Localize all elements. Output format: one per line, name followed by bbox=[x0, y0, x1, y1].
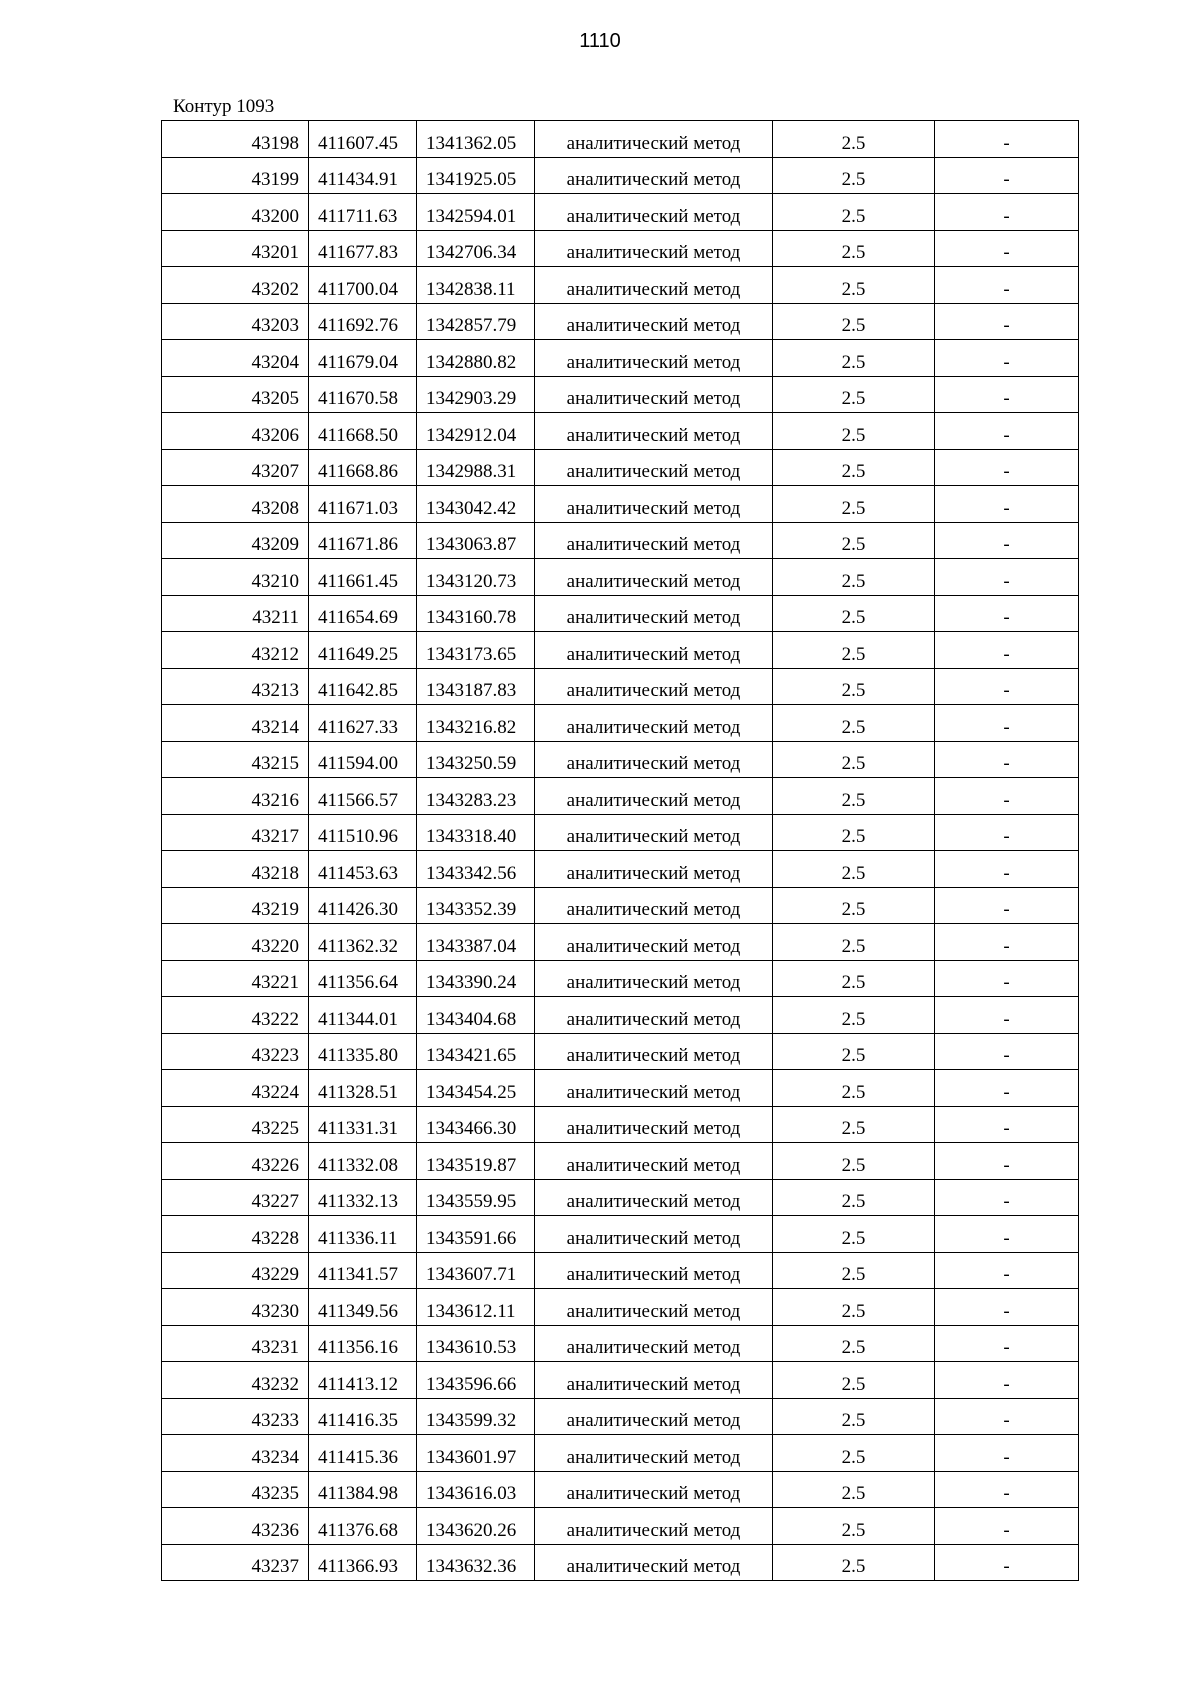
extra-cell: - bbox=[935, 1471, 1079, 1508]
accuracy-cell: 2.5 bbox=[773, 303, 935, 340]
accuracy-cell: 2.5 bbox=[773, 1143, 935, 1180]
extra-cell: - bbox=[935, 1143, 1079, 1180]
accuracy-cell: 2.5 bbox=[773, 924, 935, 961]
extra-cell: - bbox=[935, 814, 1079, 851]
y-coordinate-cell: 1343063.87 bbox=[417, 522, 535, 559]
x-coordinate-cell: 411510.96 bbox=[309, 814, 417, 851]
x-coordinate-cell: 411434.91 bbox=[309, 157, 417, 194]
method-cell: аналитический метод bbox=[535, 1325, 773, 1362]
x-coordinate-cell: 411415.36 bbox=[309, 1435, 417, 1472]
y-coordinate-cell: 1343283.23 bbox=[417, 778, 535, 815]
accuracy-cell: 2.5 bbox=[773, 851, 935, 888]
x-coordinate-cell: 411349.56 bbox=[309, 1289, 417, 1326]
table-row bbox=[162, 376, 1079, 413]
method-cell: аналитический метод bbox=[535, 632, 773, 669]
point-number-cell: 43227 bbox=[162, 1179, 309, 1216]
point-number-cell: 43201 bbox=[162, 230, 309, 267]
table-row bbox=[162, 1435, 1079, 1472]
y-coordinate-cell: 1343404.68 bbox=[417, 997, 535, 1034]
method-cell: аналитический метод bbox=[535, 230, 773, 267]
y-coordinate-cell: 1343352.39 bbox=[417, 887, 535, 924]
point-number-cell: 43220 bbox=[162, 924, 309, 961]
method-cell: аналитический метод bbox=[535, 121, 773, 158]
method-cell: аналитический метод bbox=[535, 559, 773, 596]
accuracy-cell: 2.5 bbox=[773, 1362, 935, 1399]
method-cell: аналитический метод bbox=[535, 376, 773, 413]
method-cell: аналитический метод bbox=[535, 887, 773, 924]
table-row bbox=[162, 851, 1079, 888]
coordinates-table bbox=[161, 120, 1079, 1581]
point-number-cell: 43221 bbox=[162, 960, 309, 997]
method-cell: аналитический метод bbox=[535, 741, 773, 778]
y-coordinate-cell: 1343216.82 bbox=[417, 705, 535, 742]
extra-cell: - bbox=[935, 1362, 1079, 1399]
point-number-cell: 43212 bbox=[162, 632, 309, 669]
extra-cell: - bbox=[935, 1398, 1079, 1435]
table-row bbox=[162, 1106, 1079, 1143]
table-row bbox=[162, 1398, 1079, 1435]
extra-cell: - bbox=[935, 376, 1079, 413]
point-number-cell: 43205 bbox=[162, 376, 309, 413]
x-coordinate-cell: 411344.01 bbox=[309, 997, 417, 1034]
accuracy-cell: 2.5 bbox=[773, 486, 935, 523]
point-number-cell: 43203 bbox=[162, 303, 309, 340]
x-coordinate-cell: 411711.63 bbox=[309, 194, 417, 231]
table-row bbox=[162, 157, 1079, 194]
point-number-cell: 43216 bbox=[162, 778, 309, 815]
y-coordinate-cell: 1343387.04 bbox=[417, 924, 535, 961]
table-row bbox=[162, 1544, 1079, 1581]
method-cell: аналитический метод bbox=[535, 1471, 773, 1508]
point-number-cell: 43214 bbox=[162, 705, 309, 742]
table-row bbox=[162, 559, 1079, 596]
extra-cell: - bbox=[935, 1070, 1079, 1107]
x-coordinate-cell: 411384.98 bbox=[309, 1471, 417, 1508]
extra-cell: - bbox=[935, 303, 1079, 340]
y-coordinate-cell: 1341362.05 bbox=[417, 121, 535, 158]
method-cell: аналитический метод bbox=[535, 1033, 773, 1070]
point-number-cell: 43211 bbox=[162, 595, 309, 632]
point-number-cell: 43213 bbox=[162, 668, 309, 705]
method-cell: аналитический метод bbox=[535, 1106, 773, 1143]
table-row bbox=[162, 449, 1079, 486]
method-cell: аналитический метод bbox=[535, 924, 773, 961]
x-coordinate-cell: 411700.04 bbox=[309, 267, 417, 304]
y-coordinate-cell: 1342988.31 bbox=[417, 449, 535, 486]
x-coordinate-cell: 411336.11 bbox=[309, 1216, 417, 1253]
accuracy-cell: 2.5 bbox=[773, 1252, 935, 1289]
accuracy-cell: 2.5 bbox=[773, 230, 935, 267]
y-coordinate-cell: 1342903.29 bbox=[417, 376, 535, 413]
accuracy-cell: 2.5 bbox=[773, 595, 935, 632]
extra-cell: - bbox=[935, 887, 1079, 924]
extra-cell: - bbox=[935, 486, 1079, 523]
table-row bbox=[162, 1252, 1079, 1289]
x-coordinate-cell: 411376.68 bbox=[309, 1508, 417, 1545]
y-coordinate-cell: 1343318.40 bbox=[417, 814, 535, 851]
table-row bbox=[162, 887, 1079, 924]
x-coordinate-cell: 411331.31 bbox=[309, 1106, 417, 1143]
x-coordinate-cell: 411661.45 bbox=[309, 559, 417, 596]
table-row bbox=[162, 595, 1079, 632]
table-row bbox=[162, 778, 1079, 815]
method-cell: аналитический метод bbox=[535, 1544, 773, 1581]
y-coordinate-cell: 1343559.95 bbox=[417, 1179, 535, 1216]
extra-cell: - bbox=[935, 1544, 1079, 1581]
extra-cell: - bbox=[935, 1325, 1079, 1362]
table-row bbox=[162, 1033, 1079, 1070]
y-coordinate-cell: 1342594.01 bbox=[417, 194, 535, 231]
x-coordinate-cell: 411670.58 bbox=[309, 376, 417, 413]
method-cell: аналитический метод bbox=[535, 668, 773, 705]
x-coordinate-cell: 411426.30 bbox=[309, 887, 417, 924]
table-row bbox=[162, 121, 1079, 158]
x-coordinate-cell: 411679.04 bbox=[309, 340, 417, 377]
table-row bbox=[162, 960, 1079, 997]
accuracy-cell: 2.5 bbox=[773, 632, 935, 669]
x-coordinate-cell: 411356.16 bbox=[309, 1325, 417, 1362]
point-number-cell: 43229 bbox=[162, 1252, 309, 1289]
y-coordinate-cell: 1342857.79 bbox=[417, 303, 535, 340]
table-row bbox=[162, 1289, 1079, 1326]
y-coordinate-cell: 1343160.78 bbox=[417, 595, 535, 632]
table-row bbox=[162, 1471, 1079, 1508]
method-cell: аналитический метод bbox=[535, 1216, 773, 1253]
accuracy-cell: 2.5 bbox=[773, 413, 935, 450]
accuracy-cell: 2.5 bbox=[773, 1508, 935, 1545]
extra-cell: - bbox=[935, 194, 1079, 231]
extra-cell: - bbox=[935, 559, 1079, 596]
table-row bbox=[162, 340, 1079, 377]
accuracy-cell: 2.5 bbox=[773, 778, 935, 815]
y-coordinate-cell: 1343042.42 bbox=[417, 486, 535, 523]
y-coordinate-cell: 1342706.34 bbox=[417, 230, 535, 267]
extra-cell: - bbox=[935, 449, 1079, 486]
extra-cell: - bbox=[935, 1252, 1079, 1289]
accuracy-cell: 2.5 bbox=[773, 522, 935, 559]
table-row bbox=[162, 814, 1079, 851]
point-number-cell: 43218 bbox=[162, 851, 309, 888]
x-coordinate-cell: 411566.57 bbox=[309, 778, 417, 815]
method-cell: аналитический метод bbox=[535, 1252, 773, 1289]
method-cell: аналитический метод bbox=[535, 814, 773, 851]
accuracy-cell: 2.5 bbox=[773, 1398, 935, 1435]
y-coordinate-cell: 1343519.87 bbox=[417, 1143, 535, 1180]
x-coordinate-cell: 411649.25 bbox=[309, 632, 417, 669]
y-coordinate-cell: 1343591.66 bbox=[417, 1216, 535, 1253]
table-row bbox=[162, 1070, 1079, 1107]
point-number-cell: 43236 bbox=[162, 1508, 309, 1545]
table-row bbox=[162, 705, 1079, 742]
table-row bbox=[162, 303, 1079, 340]
point-number-cell: 43209 bbox=[162, 522, 309, 559]
accuracy-cell: 2.5 bbox=[773, 997, 935, 1034]
accuracy-cell: 2.5 bbox=[773, 741, 935, 778]
extra-cell: - bbox=[935, 960, 1079, 997]
extra-cell: - bbox=[935, 668, 1079, 705]
accuracy-cell: 2.5 bbox=[773, 1033, 935, 1070]
x-coordinate-cell: 411594.00 bbox=[309, 741, 417, 778]
accuracy-cell: 2.5 bbox=[773, 887, 935, 924]
y-coordinate-cell: 1343173.65 bbox=[417, 632, 535, 669]
point-number-cell: 43219 bbox=[162, 887, 309, 924]
method-cell: аналитический метод bbox=[535, 1508, 773, 1545]
x-coordinate-cell: 411671.86 bbox=[309, 522, 417, 559]
accuracy-cell: 2.5 bbox=[773, 157, 935, 194]
point-number-cell: 43223 bbox=[162, 1033, 309, 1070]
table-row bbox=[162, 522, 1079, 559]
extra-cell: - bbox=[935, 413, 1079, 450]
point-number-cell: 43217 bbox=[162, 814, 309, 851]
y-coordinate-cell: 1343596.66 bbox=[417, 1362, 535, 1399]
x-coordinate-cell: 411413.12 bbox=[309, 1362, 417, 1399]
extra-cell: - bbox=[935, 705, 1079, 742]
x-coordinate-cell: 411356.64 bbox=[309, 960, 417, 997]
method-cell: аналитический метод bbox=[535, 1070, 773, 1107]
extra-cell: - bbox=[935, 632, 1079, 669]
x-coordinate-cell: 411627.33 bbox=[309, 705, 417, 742]
method-cell: аналитический метод bbox=[535, 1289, 773, 1326]
accuracy-cell: 2.5 bbox=[773, 1179, 935, 1216]
x-coordinate-cell: 411671.03 bbox=[309, 486, 417, 523]
y-coordinate-cell: 1341925.05 bbox=[417, 157, 535, 194]
y-coordinate-cell: 1343187.83 bbox=[417, 668, 535, 705]
x-coordinate-cell: 411677.83 bbox=[309, 230, 417, 267]
table-row bbox=[162, 267, 1079, 304]
table-row bbox=[162, 486, 1079, 523]
method-cell: аналитический метод bbox=[535, 1362, 773, 1399]
extra-cell: - bbox=[935, 522, 1079, 559]
table-row bbox=[162, 1362, 1079, 1399]
table-row bbox=[162, 632, 1079, 669]
y-coordinate-cell: 1343599.32 bbox=[417, 1398, 535, 1435]
method-cell: аналитический метод bbox=[535, 960, 773, 997]
point-number-cell: 43231 bbox=[162, 1325, 309, 1362]
point-number-cell: 43228 bbox=[162, 1216, 309, 1253]
y-coordinate-cell: 1343421.65 bbox=[417, 1033, 535, 1070]
extra-cell: - bbox=[935, 1508, 1079, 1545]
x-coordinate-cell: 411341.57 bbox=[309, 1252, 417, 1289]
x-coordinate-cell: 411453.63 bbox=[309, 851, 417, 888]
extra-cell: - bbox=[935, 1289, 1079, 1326]
point-number-cell: 43237 bbox=[162, 1544, 309, 1581]
accuracy-cell: 2.5 bbox=[773, 1325, 935, 1362]
table-row bbox=[162, 924, 1079, 961]
extra-cell: - bbox=[935, 1216, 1079, 1253]
point-number-cell: 43199 bbox=[162, 157, 309, 194]
contour-title: Контур 1093 bbox=[173, 96, 275, 117]
extra-cell: - bbox=[935, 157, 1079, 194]
method-cell: аналитический метод bbox=[535, 705, 773, 742]
method-cell: аналитический метод bbox=[535, 1435, 773, 1472]
accuracy-cell: 2.5 bbox=[773, 559, 935, 596]
point-number-cell: 43233 bbox=[162, 1398, 309, 1435]
table-row bbox=[162, 1508, 1079, 1545]
x-coordinate-cell: 411416.35 bbox=[309, 1398, 417, 1435]
method-cell: аналитический метод bbox=[535, 194, 773, 231]
accuracy-cell: 2.5 bbox=[773, 1070, 935, 1107]
table-row bbox=[162, 668, 1079, 705]
method-cell: аналитический метод bbox=[535, 449, 773, 486]
method-cell: аналитический метод bbox=[535, 997, 773, 1034]
table-row bbox=[162, 1143, 1079, 1180]
point-number-cell: 43226 bbox=[162, 1143, 309, 1180]
point-number-cell: 43198 bbox=[162, 121, 309, 158]
point-number-cell: 43235 bbox=[162, 1471, 309, 1508]
method-cell: аналитический метод bbox=[535, 1143, 773, 1180]
table-row bbox=[162, 230, 1079, 267]
point-number-cell: 43222 bbox=[162, 997, 309, 1034]
method-cell: аналитический метод bbox=[535, 1398, 773, 1435]
method-cell: аналитический метод bbox=[535, 267, 773, 304]
y-coordinate-cell: 1343607.71 bbox=[417, 1252, 535, 1289]
extra-cell: - bbox=[935, 1179, 1079, 1216]
table-row bbox=[162, 997, 1079, 1034]
x-coordinate-cell: 411654.69 bbox=[309, 595, 417, 632]
table-row bbox=[162, 741, 1079, 778]
accuracy-cell: 2.5 bbox=[773, 668, 935, 705]
accuracy-cell: 2.5 bbox=[773, 1544, 935, 1581]
point-number-cell: 43200 bbox=[162, 194, 309, 231]
extra-cell: - bbox=[935, 924, 1079, 961]
y-coordinate-cell: 1343620.26 bbox=[417, 1508, 535, 1545]
table-row bbox=[162, 1216, 1079, 1253]
table-row bbox=[162, 1179, 1079, 1216]
method-cell: аналитический метод bbox=[535, 413, 773, 450]
point-number-cell: 43232 bbox=[162, 1362, 309, 1399]
x-coordinate-cell: 411668.86 bbox=[309, 449, 417, 486]
table-row bbox=[162, 194, 1079, 231]
point-number-cell: 43225 bbox=[162, 1106, 309, 1143]
y-coordinate-cell: 1343454.25 bbox=[417, 1070, 535, 1107]
extra-cell: - bbox=[935, 595, 1079, 632]
accuracy-cell: 2.5 bbox=[773, 1471, 935, 1508]
x-coordinate-cell: 411642.85 bbox=[309, 668, 417, 705]
method-cell: аналитический метод bbox=[535, 522, 773, 559]
x-coordinate-cell: 411366.93 bbox=[309, 1544, 417, 1581]
point-number-cell: 43210 bbox=[162, 559, 309, 596]
extra-cell: - bbox=[935, 121, 1079, 158]
x-coordinate-cell: 411362.32 bbox=[309, 924, 417, 961]
x-coordinate-cell: 411328.51 bbox=[309, 1070, 417, 1107]
y-coordinate-cell: 1343601.97 bbox=[417, 1435, 535, 1472]
y-coordinate-cell: 1343610.53 bbox=[417, 1325, 535, 1362]
method-cell: аналитический метод bbox=[535, 778, 773, 815]
accuracy-cell: 2.5 bbox=[773, 1289, 935, 1326]
x-coordinate-cell: 411607.45 bbox=[309, 121, 417, 158]
accuracy-cell: 2.5 bbox=[773, 1435, 935, 1472]
y-coordinate-cell: 1343612.11 bbox=[417, 1289, 535, 1326]
extra-cell: - bbox=[935, 741, 1079, 778]
extra-cell: - bbox=[935, 340, 1079, 377]
y-coordinate-cell: 1343466.30 bbox=[417, 1106, 535, 1143]
method-cell: аналитический метод bbox=[535, 851, 773, 888]
accuracy-cell: 2.5 bbox=[773, 1216, 935, 1253]
method-cell: аналитический метод bbox=[535, 340, 773, 377]
extra-cell: - bbox=[935, 851, 1079, 888]
table-row bbox=[162, 413, 1079, 450]
y-coordinate-cell: 1342912.04 bbox=[417, 413, 535, 450]
y-coordinate-cell: 1343120.73 bbox=[417, 559, 535, 596]
accuracy-cell: 2.5 bbox=[773, 1106, 935, 1143]
y-coordinate-cell: 1342838.11 bbox=[417, 267, 535, 304]
accuracy-cell: 2.5 bbox=[773, 121, 935, 158]
extra-cell: - bbox=[935, 778, 1079, 815]
y-coordinate-cell: 1343390.24 bbox=[417, 960, 535, 997]
accuracy-cell: 2.5 bbox=[773, 705, 935, 742]
x-coordinate-cell: 411668.50 bbox=[309, 413, 417, 450]
x-coordinate-cell: 411332.13 bbox=[309, 1179, 417, 1216]
method-cell: аналитический метод bbox=[535, 595, 773, 632]
accuracy-cell: 2.5 bbox=[773, 376, 935, 413]
y-coordinate-cell: 1343342.56 bbox=[417, 851, 535, 888]
table-row bbox=[162, 1325, 1079, 1362]
method-cell: аналитический метод bbox=[535, 486, 773, 523]
point-number-cell: 43224 bbox=[162, 1070, 309, 1107]
point-number-cell: 43207 bbox=[162, 449, 309, 486]
point-number-cell: 43215 bbox=[162, 741, 309, 778]
point-number-cell: 43206 bbox=[162, 413, 309, 450]
extra-cell: - bbox=[935, 997, 1079, 1034]
coordinates-table-body bbox=[162, 121, 1079, 1581]
x-coordinate-cell: 411335.80 bbox=[309, 1033, 417, 1070]
extra-cell: - bbox=[935, 230, 1079, 267]
extra-cell: - bbox=[935, 1106, 1079, 1143]
accuracy-cell: 2.5 bbox=[773, 814, 935, 851]
extra-cell: - bbox=[935, 1033, 1079, 1070]
x-coordinate-cell: 411332.08 bbox=[309, 1143, 417, 1180]
accuracy-cell: 2.5 bbox=[773, 194, 935, 231]
y-coordinate-cell: 1343250.59 bbox=[417, 741, 535, 778]
accuracy-cell: 2.5 bbox=[773, 449, 935, 486]
x-coordinate-cell: 411692.76 bbox=[309, 303, 417, 340]
point-number-cell: 43208 bbox=[162, 486, 309, 523]
point-number-cell: 43230 bbox=[162, 1289, 309, 1326]
accuracy-cell: 2.5 bbox=[773, 267, 935, 304]
method-cell: аналитический метод bbox=[535, 303, 773, 340]
extra-cell: - bbox=[935, 267, 1079, 304]
method-cell: аналитический метод bbox=[535, 1179, 773, 1216]
y-coordinate-cell: 1342880.82 bbox=[417, 340, 535, 377]
method-cell: аналитический метод bbox=[535, 157, 773, 194]
page-number: 1110 bbox=[579, 30, 621, 52]
y-coordinate-cell: 1343616.03 bbox=[417, 1471, 535, 1508]
accuracy-cell: 2.5 bbox=[773, 960, 935, 997]
y-coordinate-cell: 1343632.36 bbox=[417, 1544, 535, 1581]
extra-cell: - bbox=[935, 1435, 1079, 1472]
point-number-cell: 43234 bbox=[162, 1435, 309, 1472]
point-number-cell: 43204 bbox=[162, 340, 309, 377]
accuracy-cell: 2.5 bbox=[773, 340, 935, 377]
point-number-cell: 43202 bbox=[162, 267, 309, 304]
